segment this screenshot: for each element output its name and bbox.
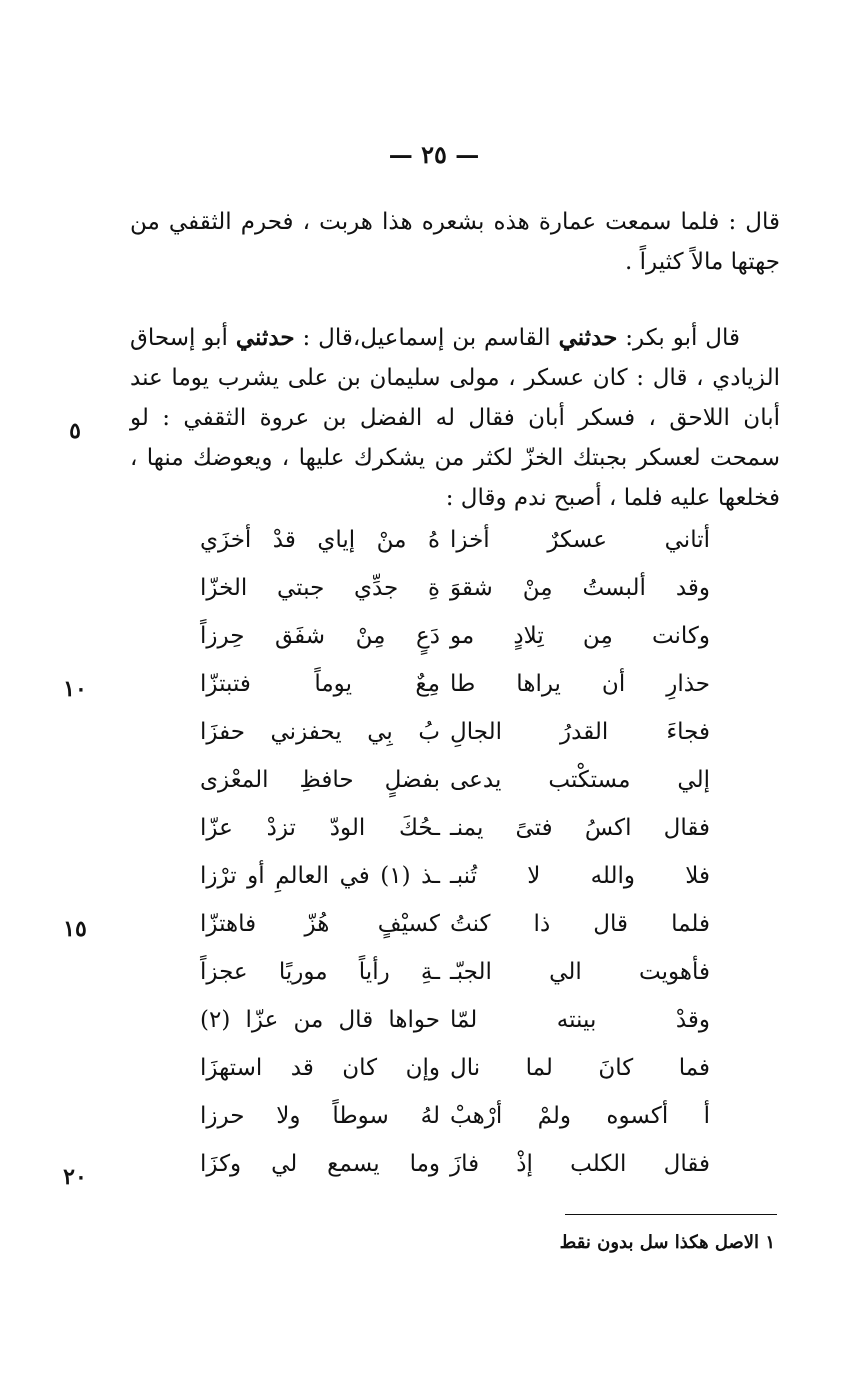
verse-second-hemistich: حواها قال من عزّا (٢): [200, 1007, 440, 1033]
verse-first-hemistich: وقد ألبستُ مِنْ شقوَ: [450, 575, 710, 601]
verse-first-hemistich: حذارِ أن يراها طا: [450, 671, 710, 697]
verse-second-hemistich: دَعٍ مِنْ شفَق حِرزاً: [200, 623, 440, 649]
verse-first-hemistich: أتاني عسكرٌ أخزا: [450, 527, 710, 553]
verse-second-hemistich: وإن كان قد استهزَا: [200, 1055, 440, 1081]
verse-first-hemistich: فلما قال ذا كنتُ: [450, 911, 710, 937]
verse-first-hemistich: وكانت مِن تِلادٍ مو: [450, 623, 710, 649]
verse-second-hemistich: ـحُكَ الودّ تزدْ عزّا: [200, 815, 440, 841]
paragraph-2-text: [130, 318, 780, 518]
paragraph-2: [130, 318, 780, 518]
poem-verse: [200, 564, 710, 612]
paragraph-2-part2: القاسم بن إسماعيل،قال :: [294, 325, 559, 351]
paragraph-2-part1: قال أبو بكر:: [617, 325, 740, 351]
poem-verse: [200, 900, 710, 948]
poem-verse: [200, 948, 710, 996]
verse-first-hemistich: وقدْ بينته لمّا: [450, 1007, 710, 1033]
verse-second-hemistich: بفضلٍ حافظِ المعْزى: [200, 767, 440, 793]
poem-verse: [200, 1044, 710, 1092]
verse-second-hemistich: لهُ سوطاً ولا حرزا: [200, 1103, 440, 1129]
poem-verse: [200, 996, 710, 1044]
poem: [200, 516, 710, 1188]
verse-first-hemistich: أ أكسوه ولمْ أرْهبْ: [450, 1103, 710, 1129]
poem-verse: [200, 1092, 710, 1140]
line-number-10: ١٠: [63, 676, 87, 702]
poem-verse: [200, 804, 710, 852]
line-number-15: ١٥: [63, 916, 87, 942]
poem-verse: [200, 612, 710, 660]
verse-first-hemistich: فجاءَ القدرُ الجالِ: [450, 719, 710, 745]
verse-second-hemistich: بُ بِي يحفزني حفزَا: [200, 719, 440, 745]
footnote: ١ الاصل هكذا سل بدون نقط: [559, 1232, 775, 1253]
paragraph-1: [130, 202, 780, 282]
verse-first-hemistich: فقال الكلب إذْ فازَ: [450, 1151, 710, 1177]
verse-second-hemistich: ـذ (١) في العالمِ أو ترْزا: [200, 863, 440, 889]
line-number-20: ٢٠: [63, 1164, 87, 1190]
paragraph-2-part3: أبو إسحاق الزيادي ، قال : كان عسكر ، مولى سليمان بن على يشرب يوما عند أبان اللاحق ، فسكر أبان فقال له الفضل بن عروة الثقفي : لو سمحت لعسكر بجبتك الخزّ لكثر من يشكرك عليها ، ويعوضك منها ، فخلعها عليه فلما ، أصبح ندم وقال :: [130, 325, 780, 511]
verse-second-hemistich: مِعٌ يوماً فتبتزّا: [200, 671, 440, 697]
poem-verse: [200, 516, 710, 564]
verse-first-hemistich: فلا والله لا تُنبـ: [450, 863, 710, 889]
verse-first-hemistich: فقال اكسُ فتىً يمنـ: [450, 815, 710, 841]
verse-second-hemistich: ـةِ رأياً موريًا عجزاً: [200, 959, 440, 985]
page-number: — ٢٥ —: [388, 140, 480, 169]
paragraph-2-bold1: حدثني: [558, 324, 618, 351]
paragraph-2-bold2: حدثني: [235, 324, 295, 351]
poem-verse: [200, 708, 710, 756]
poem-verse: [200, 756, 710, 804]
poem-verse: [200, 1140, 710, 1188]
verse-second-hemistich: وما يسمع لي وكزَا: [200, 1151, 440, 1177]
poem-verse: [200, 660, 710, 708]
verse-first-hemistich: فأهويت الي الجبّـ: [450, 959, 710, 985]
verse-second-hemistich: ةِ جدِّي جبتي الخزّا: [200, 575, 440, 601]
poem-verse: [200, 852, 710, 900]
verse-second-hemistich: هُ منْ إياي قدْ أخزَي: [200, 527, 440, 553]
verse-first-hemistich: إلي مستكْتب يدعى: [450, 767, 710, 793]
verse-first-hemistich: فما كانَ لما نال: [450, 1055, 710, 1081]
verse-second-hemistich: كسيْفٍ هُزّ فاهتزّا: [200, 911, 440, 937]
paragraph-1-text: قال : فلما سمعت عمارة هذه بشعره هذا هربت ، فحرم الثقفي من جهتها مالاً كثيراً .: [130, 209, 780, 275]
line-number-5: ٥: [69, 418, 81, 444]
footnote-divider: [565, 1214, 777, 1215]
